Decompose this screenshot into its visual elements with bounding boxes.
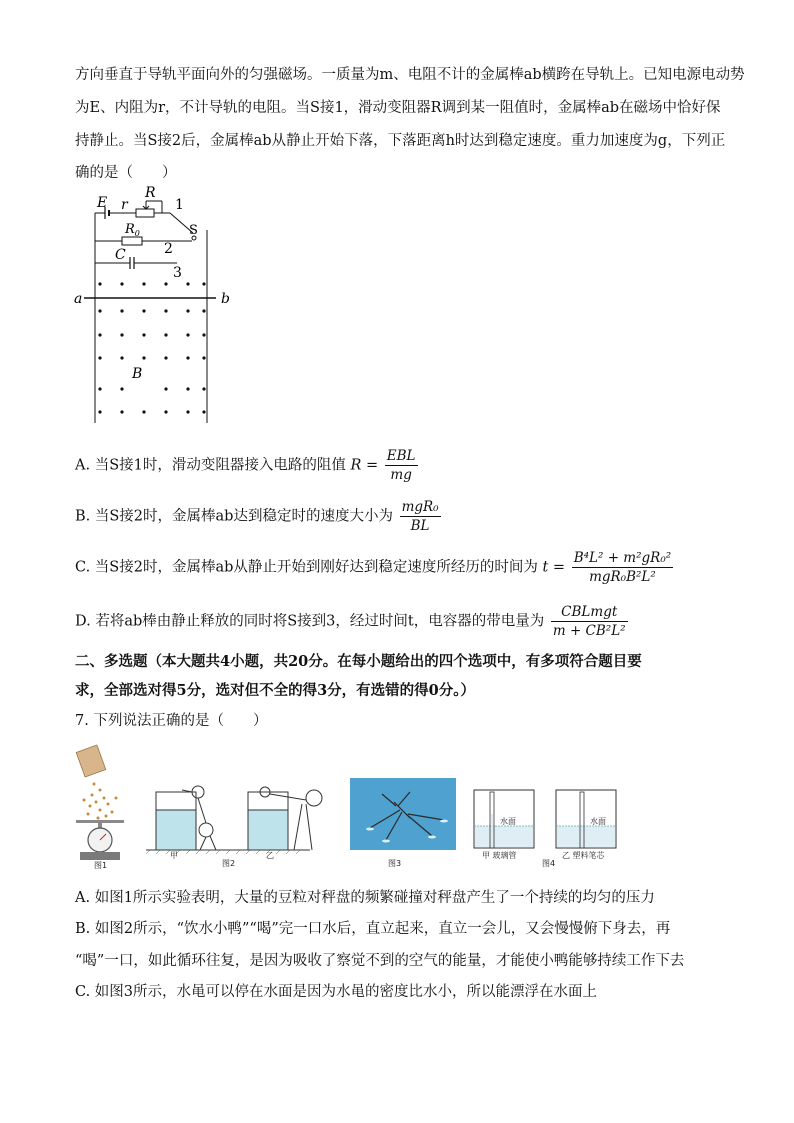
question7-option-b-line1: B. 如图2所示，“饮水小鸭”“喝”完一口水后，直立起来，直立一会儿，又会慢慢俯下身去，再 (75, 921, 671, 937)
figure3-water-strider (350, 778, 456, 868)
option-6a: A. 当S接1时，滑动变阻器接入电路的阻值 R = $\frac{\text{EBL}}{mg}$ (75, 448, 416, 483)
label-1: 1 (175, 197, 184, 213)
question-stem-line1: 方向垂直于导轨平面向外的匀强磁场。一质量为m、电阻不计的金属棒ab横跨在导轨上。已知电源电动势 (75, 67, 745, 83)
label-E: E (97, 195, 108, 211)
figure2-label-yi: 乙 (266, 851, 274, 860)
option-6b: B. 当S接2时，金属棒ab达到稳定时的速度大小为 $\frac{\text{mgR₀}}{BL}$ (75, 499, 439, 534)
question7-option-c: C. 如图3所示，水黾可以停在水面是因为水黾的密度比水小，所以能漂浮在水面上 (75, 984, 598, 1000)
figure4-caption: 图4 (542, 859, 556, 868)
question7-option-b-line2: “喝”一口，如此循环往复，是因为吸收了察觉不到的空气的能量，才能使小鸭能够持续工作下去 (75, 953, 685, 969)
figure4-water-label-1: 水面 (500, 817, 516, 826)
label-b: b (221, 291, 230, 307)
label-B: B (132, 366, 143, 382)
figure4-label-jia: 甲 玻璃管 (482, 851, 517, 860)
label-R0: $R_0$ (125, 222, 140, 238)
figure4-capillary (474, 790, 616, 868)
figure1-caption: 图1 (94, 861, 108, 870)
question-stem-line3: 持静止。当S接2后，金属棒ab从静止开始下落，下落距离h时达到稳定速度。重力加速度为g，下列正 (75, 133, 726, 149)
figure4-water-label-2: 水面 (590, 817, 606, 826)
section-heading-line2: 求，全部选对得5分，选对但不全的得3分，有选错的得0分。） (75, 682, 476, 699)
label-a: a (74, 291, 83, 307)
question7-figures (70, 740, 670, 870)
option-6d: D. 若将ab棒由静止释放的同时将S接到3，经过时间t，电容器的带电量为 $\frac{\text{CBLmgt}}{\text{m + CB²L²}}$ (75, 604, 626, 639)
question7-option-a: A. 如图1所示实验表明，大量的豆粒对秤盘的频繁碰撞对秤盘产生了一个持续的均匀的压力 (75, 890, 655, 906)
label-3: 3 (173, 265, 182, 281)
figure4-label-yi: 乙 塑料笔芯 (562, 851, 605, 860)
figure2-label-jia: 甲 (170, 851, 178, 860)
figure1-bean-scale (76, 745, 124, 870)
question7-stem: 7. 下列说法正确的是（ ） (75, 713, 268, 729)
label-S: S (189, 223, 198, 238)
section-heading-line1: 二、多选题（本大题共4小题，共20分。在每小题给出的四个选项中，有多项符合题目要 (75, 653, 642, 670)
figure2-drinking-bird (146, 786, 322, 868)
question-stem-line4: 确的是（ ） (75, 165, 177, 181)
label-R: R (145, 185, 156, 201)
figure3-caption: 图3 (388, 859, 402, 868)
label-r: r (121, 197, 128, 213)
label-2: 2 (164, 241, 173, 257)
figure2-caption: 图2 (222, 859, 236, 868)
label-C: C (115, 247, 126, 263)
option-6c: C. 当S接2时，金属棒ab从静止开始到刚好达到稳定速度所经历的时间为 t = $\frac{\text{B⁴L² + m²gR₀²}}{\text{mgR₀B²L²}}$ (75, 550, 672, 585)
question-stem-line2: 为E、内阻为r，不计导轨的电阻。当S接1，滑动变阻器R调到某一阻值时，金属棒ab在磁场中恰好保 (75, 100, 721, 116)
circuit-diagram (70, 185, 230, 430)
